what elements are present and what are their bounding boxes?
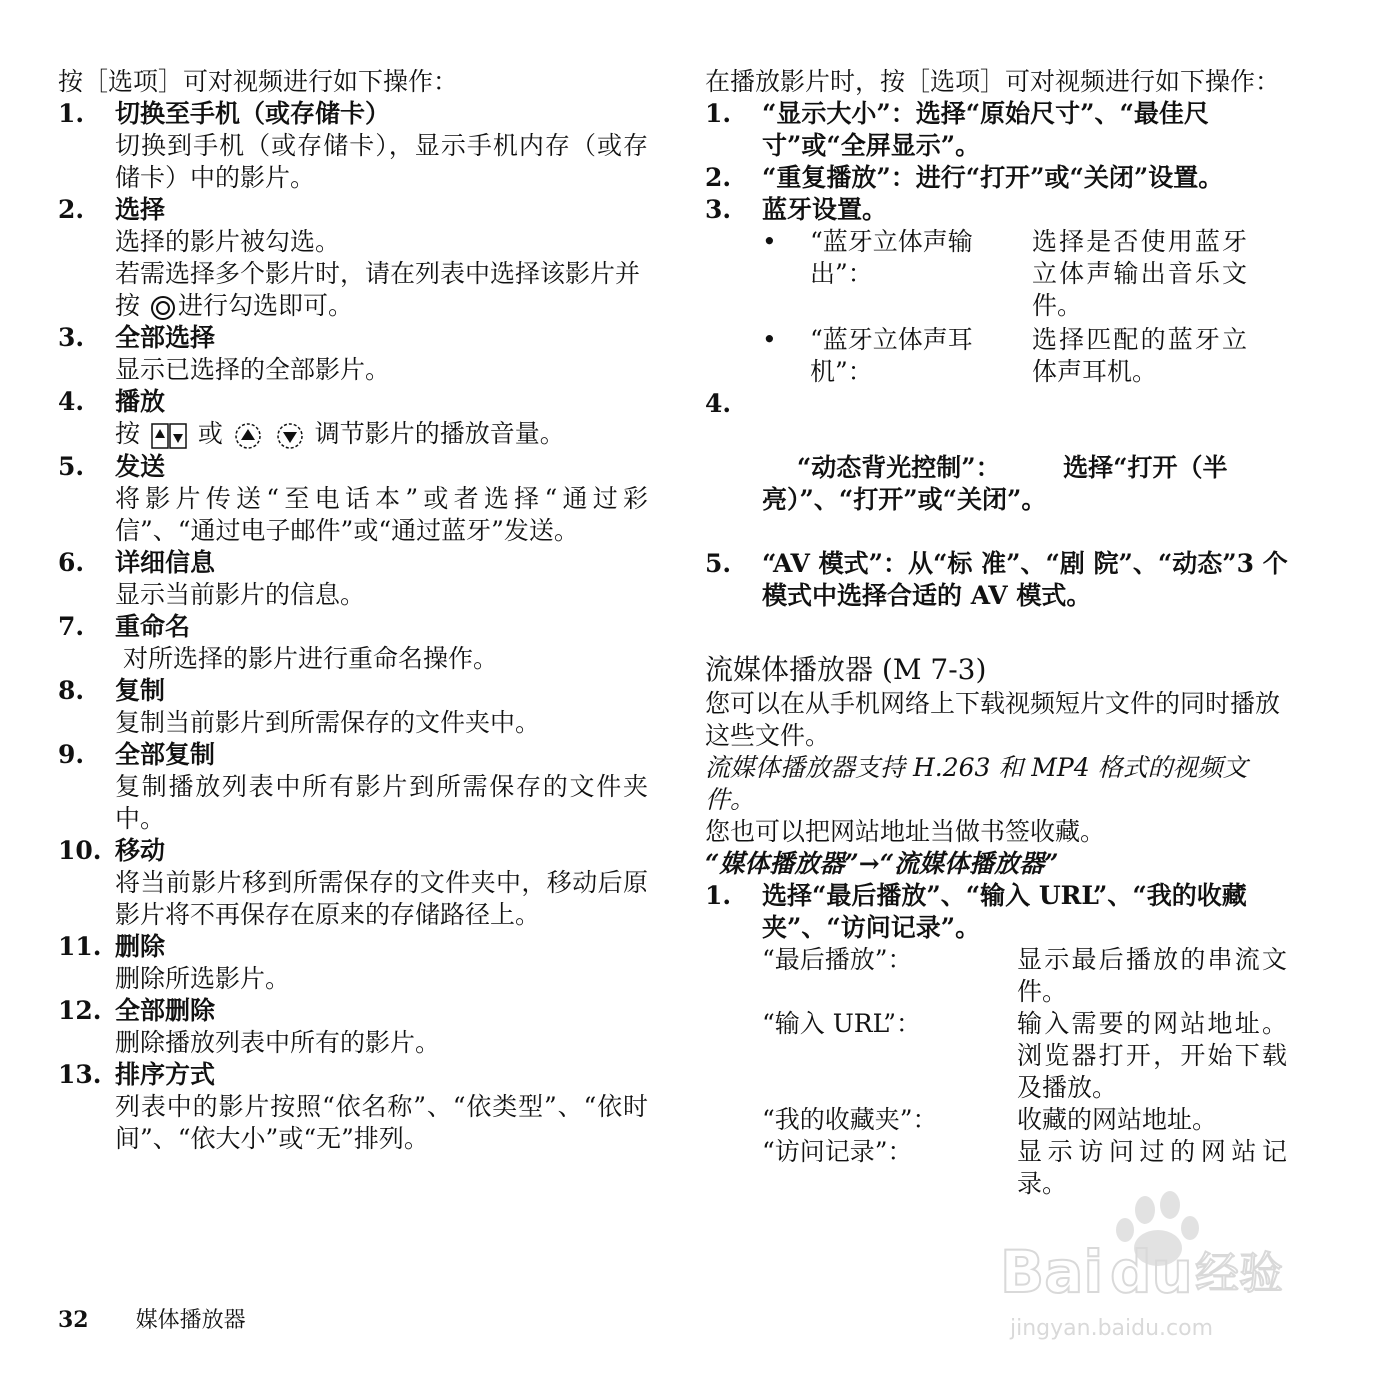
item-number: 1. bbox=[705, 99, 732, 128]
item-description bbox=[115, 418, 648, 451]
list-item bbox=[58, 451, 648, 547]
list-item bbox=[58, 194, 648, 322]
step-text: 选择“最后播放”、“输入 URL”、“我的收藏夹”、“访问记录”。 bbox=[762, 881, 1247, 942]
item-title: 全部复制 bbox=[115, 739, 216, 769]
item-title: 重命名 bbox=[115, 611, 191, 641]
desc-part: 按 bbox=[115, 419, 141, 448]
url-option-desc: 输入需要的网站地址。浏览器打开，开始下载及播放。 bbox=[1017, 1009, 1287, 1102]
list-item bbox=[58, 98, 648, 194]
option-text: “重复播放”：进行“打开”或“关闭”设置。 bbox=[762, 163, 1224, 192]
paragraph-italic: 流媒体播放器支持 H.263 和 MP4 格式的视频文件。 bbox=[705, 753, 1248, 814]
item-number: 11. bbox=[58, 931, 102, 961]
bullet-label: “蓝牙立体声输出”： bbox=[810, 227, 973, 288]
bullet-item bbox=[762, 324, 1295, 388]
bullet-dot: • bbox=[762, 227, 777, 256]
svg-text:经验: 经验 bbox=[1195, 1248, 1283, 1299]
list-item bbox=[58, 739, 648, 835]
desc-part: 进行勾选即可。 bbox=[177, 291, 353, 320]
url-options bbox=[705, 944, 1295, 1200]
center-select-key-icon bbox=[150, 295, 176, 321]
volume-side-key-icon bbox=[150, 422, 188, 450]
item-number: 6. bbox=[58, 547, 85, 577]
item-number: 12. bbox=[58, 995, 102, 1025]
url-option-label: “访问记录”： bbox=[762, 1137, 913, 1166]
option-item bbox=[705, 162, 1295, 194]
list-item bbox=[58, 386, 648, 451]
bullet-desc: 选择匹配的蓝牙立体声耳机。 bbox=[1032, 325, 1247, 386]
item-title: 发送 bbox=[115, 451, 166, 481]
item-number: 4. bbox=[705, 389, 732, 418]
bullet-dot: • bbox=[762, 325, 777, 354]
left-column bbox=[58, 66, 648, 1155]
watermark-url: jingyan.baidu.com bbox=[1010, 1316, 1214, 1341]
nav-down-key-icon bbox=[275, 421, 305, 451]
item-title: 全部选择 bbox=[115, 323, 216, 352]
url-option-desc: 显示访问过的网站记录。 bbox=[1017, 1137, 1287, 1198]
url-option-desc: 显示最后播放的串流文件。 bbox=[1017, 945, 1287, 1006]
item-number: 3. bbox=[705, 195, 732, 224]
list-item bbox=[58, 931, 648, 995]
baidu-watermark-logo bbox=[990, 1180, 1330, 1350]
svg-text:du: du bbox=[1110, 1238, 1193, 1306]
item-title: 详细信息 bbox=[115, 547, 216, 577]
item-description-extra bbox=[115, 258, 648, 322]
step-item bbox=[705, 880, 1295, 944]
item-description: 将当前影片移到所需保存的文件夹中，移动后原影片将不再保存在原来的存储路径上。 bbox=[115, 867, 648, 929]
item-number: 10. bbox=[58, 835, 102, 865]
option-text: 蓝牙设置。 bbox=[762, 195, 888, 224]
nav-up-key-icon bbox=[233, 421, 263, 451]
item-number: 5. bbox=[58, 451, 85, 481]
bullet-desc: 选择是否使用蓝牙立体声输出音乐文件。 bbox=[1032, 227, 1247, 320]
menu-path: “媒体播放器”→“流媒体播放器” bbox=[705, 849, 1059, 878]
url-option-desc: 收藏的网站地址。 bbox=[1017, 1105, 1218, 1134]
list-item bbox=[58, 995, 648, 1059]
url-option-label: “最后播放”： bbox=[762, 945, 913, 974]
item-title: 排序方式 bbox=[115, 1059, 216, 1089]
item-description: 将影片传送“至电话本”或者选择“通过彩信”、“通过电子邮件”或“通过蓝牙”发送。 bbox=[115, 483, 648, 545]
desc-part: 若需选择多个影片时，请在列表中选择该影片并按 bbox=[115, 259, 641, 320]
item-title: 删除 bbox=[115, 931, 166, 961]
option-item bbox=[705, 98, 1295, 162]
item-number: 1. bbox=[58, 99, 85, 128]
item-description: 复制播放列表中所有影片到所需保存的文件夹中。 bbox=[115, 771, 648, 833]
list-item bbox=[58, 675, 648, 739]
right-column bbox=[705, 66, 1295, 1200]
item-number: 1. bbox=[705, 881, 732, 910]
section-title: 流媒体播放器 (M 7-3) bbox=[705, 653, 987, 686]
item-number: 3. bbox=[58, 323, 85, 352]
item-description: 删除播放列表中所有的影片。 bbox=[115, 1027, 441, 1057]
url-option-row bbox=[762, 1104, 1295, 1136]
desc-part: 或 bbox=[197, 419, 223, 448]
item-description: 复制当前影片到所需保存的文件夹中。 bbox=[115, 707, 541, 737]
page-number: 32 bbox=[58, 1307, 89, 1333]
list-item bbox=[58, 1059, 648, 1155]
item-number: 8. bbox=[58, 675, 85, 705]
item-description: 对所选择的影片进行重命名操作。 bbox=[115, 643, 498, 673]
option-text: “AV 模式”：从“标 准”、“剧 院”、“动态”3 个模式中选择合适的 AV 模式。 bbox=[762, 549, 1288, 610]
svg-text:Bai: Bai bbox=[1000, 1238, 1104, 1306]
left-intro: 按［选项］可对视频进行如下操作： bbox=[58, 67, 459, 96]
item-title: 移动 bbox=[115, 835, 166, 865]
item-description: 选择的影片被勾选。 bbox=[115, 227, 341, 256]
option-text: “动态背光控制”： 选择“打开（半亮）”、“打开”或“关闭”。 bbox=[762, 453, 1228, 514]
item-number: 2. bbox=[58, 195, 85, 224]
item-number: 2. bbox=[705, 163, 732, 192]
paragraph: 您也可以把网站地址当做书签收藏。 bbox=[705, 817, 1106, 846]
right-intro: 在播放影片时，按［选项］可对视频进行如下操作： bbox=[705, 67, 1281, 96]
option-text: “显示大小”：选择“原始尺寸”、“最佳尺寸”或“全屏显示”。 bbox=[762, 99, 1209, 160]
option-item bbox=[705, 194, 1295, 226]
option-item bbox=[705, 548, 1295, 612]
list-item bbox=[58, 835, 648, 931]
list-item bbox=[58, 322, 648, 386]
list-item bbox=[58, 547, 648, 611]
footer-section: 媒体播放器 bbox=[135, 1308, 246, 1333]
item-number: 7. bbox=[58, 611, 85, 641]
item-number: 9. bbox=[58, 739, 85, 769]
item-number: 13. bbox=[58, 1059, 102, 1089]
page-footer bbox=[58, 1304, 246, 1337]
list-item bbox=[58, 611, 648, 675]
item-title: 复制 bbox=[115, 675, 166, 705]
url-option-row bbox=[762, 1008, 1295, 1104]
url-option-label: “我的收藏夹”： bbox=[762, 1105, 938, 1134]
item-number: 4. bbox=[58, 387, 85, 416]
bluetooth-bullets bbox=[705, 226, 1295, 388]
item-description: 列表中的影片按照“依名称”、“依类型”、“依时间”、“依大小”或“无”排列。 bbox=[115, 1091, 648, 1153]
desc-part: 调节影片的播放音量。 bbox=[314, 419, 565, 448]
bullet-item bbox=[762, 226, 1295, 322]
url-option-label: “输入 URL”： bbox=[762, 1009, 922, 1038]
item-description: 删除所选影片。 bbox=[115, 963, 291, 993]
item-number: 5. bbox=[705, 549, 732, 578]
option-item bbox=[705, 388, 1295, 548]
item-description: 显示已选择的全部影片。 bbox=[115, 355, 391, 384]
item-title: 播放 bbox=[115, 387, 166, 416]
item-title: 全部删除 bbox=[115, 995, 216, 1025]
paragraph: 您可以在从手机网络上下载视频短片文件的同时播放这些文件。 bbox=[705, 689, 1281, 750]
item-title: 切换至手机（或存储卡） bbox=[115, 99, 391, 128]
item-title: 选择 bbox=[115, 195, 166, 224]
url-option-row bbox=[762, 944, 1295, 1008]
item-description: 显示当前影片的信息。 bbox=[115, 579, 366, 609]
item-description: 切换到手机（或存储卡），显示手机内存（或存储卡）中的影片。 bbox=[115, 131, 648, 192]
bullet-label: “蓝牙立体声耳机”： bbox=[810, 325, 973, 386]
